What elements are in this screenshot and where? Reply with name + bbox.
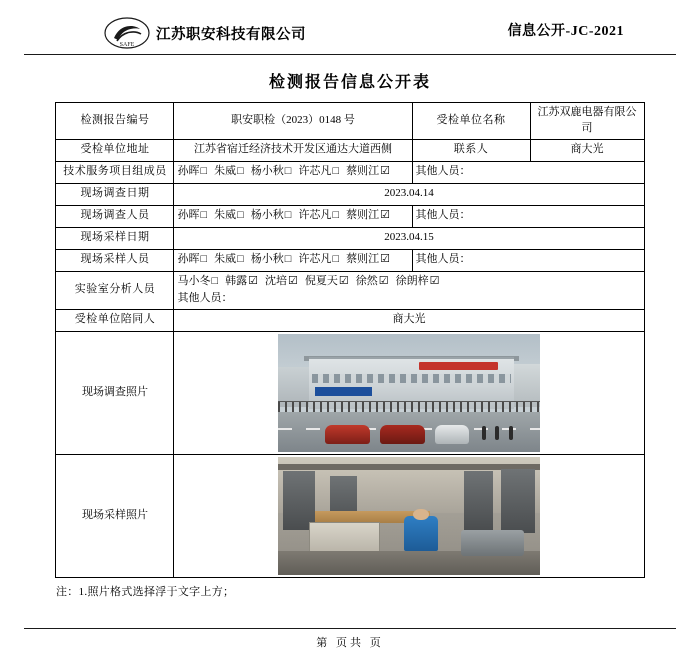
lab-box-6[interactable]: ☑ bbox=[429, 274, 440, 287]
survey-name-4: 许芯凡 bbox=[298, 209, 332, 222]
sampling-box-2[interactable]: □ bbox=[237, 253, 244, 266]
survey-members bbox=[174, 205, 412, 227]
sampling-members bbox=[174, 249, 412, 271]
header-divider bbox=[24, 54, 676, 55]
tech-team-checkbox-4[interactable] bbox=[298, 164, 339, 180]
table-row bbox=[56, 249, 644, 271]
table-row bbox=[56, 309, 644, 331]
document-header bbox=[24, 12, 676, 54]
tech-team-checkbox-5[interactable] bbox=[346, 164, 390, 180]
sampling-checkbox-3[interactable] bbox=[251, 252, 292, 268]
document-page bbox=[0, 12, 700, 668]
survey-checkbox-5[interactable] bbox=[346, 208, 390, 224]
sampling-photo-cell bbox=[174, 454, 644, 577]
table-row bbox=[56, 161, 644, 183]
survey-name-1: 孙晖 bbox=[177, 209, 200, 222]
sampling-date-label: 现场采样日期 bbox=[56, 227, 174, 249]
lab-box-1[interactable]: □ bbox=[211, 274, 219, 287]
sampling-date-value: 2023.04.15 bbox=[174, 227, 644, 249]
lab-checkbox-4[interactable] bbox=[305, 274, 349, 290]
survey-photo-cell bbox=[174, 331, 644, 454]
survey-box-3[interactable]: □ bbox=[284, 209, 292, 222]
sampling-name-2: 朱威 bbox=[214, 253, 237, 266]
document-code: 信息公开-JC-2021 bbox=[507, 24, 624, 39]
survey-photo-image bbox=[278, 334, 540, 452]
lab-name-3: 沈培 bbox=[265, 274, 287, 287]
client-addr-value: 江苏省宿迁经济技术开发区通达大道西侧 bbox=[174, 139, 412, 161]
lab-analysts bbox=[174, 271, 644, 309]
lab-checkbox-6[interactable] bbox=[396, 274, 440, 290]
sampling-box-3[interactable]: □ bbox=[284, 253, 292, 266]
tech-team-name-2: 朱威 bbox=[214, 165, 237, 178]
lab-checkbox-2[interactable] bbox=[225, 274, 258, 290]
report-no-value: 职安职检（2023）0148 号 bbox=[174, 103, 412, 140]
survey-date-label: 现场调查日期 bbox=[56, 183, 174, 205]
sampling-person-label: 现场采样人员 bbox=[56, 249, 174, 271]
tech-team-box-1[interactable]: □ bbox=[200, 165, 208, 178]
company-logo-icon bbox=[104, 16, 150, 50]
sampling-photo-label: 现场采样照片 bbox=[56, 454, 174, 577]
survey-person-label: 现场调查人员 bbox=[56, 205, 174, 227]
survey-photo-label: 现场调查照片 bbox=[56, 331, 174, 454]
lab-box-2[interactable]: ☑ bbox=[248, 274, 258, 287]
tech-team-name-1: 孙晖 bbox=[177, 165, 200, 178]
lab-checkbox-3[interactable] bbox=[265, 274, 298, 290]
lab-checkbox-5[interactable] bbox=[356, 274, 389, 290]
tech-team-name-3: 杨小秋 bbox=[250, 165, 284, 178]
table-row bbox=[56, 271, 644, 309]
survey-box-5[interactable]: ☑ bbox=[380, 209, 390, 222]
lab-box-4[interactable]: ☑ bbox=[338, 274, 349, 287]
sampling-checkbox-2[interactable] bbox=[214, 252, 244, 268]
lab-name-1: 马小冬 bbox=[177, 274, 211, 287]
sampling-photo-image bbox=[278, 457, 540, 575]
survey-name-5: 蔡则江 bbox=[346, 209, 380, 222]
tech-team-others: 其他人员： bbox=[412, 161, 644, 183]
sampling-box-5[interactable]: ☑ bbox=[380, 253, 390, 266]
client-name-value: 江苏双鹿电器有限公司 bbox=[530, 103, 644, 140]
lab-checkbox-1[interactable] bbox=[177, 274, 218, 290]
table-row bbox=[56, 183, 644, 205]
document-footer bbox=[24, 628, 676, 650]
lab-name-2: 韩露 bbox=[225, 274, 248, 287]
table-row bbox=[56, 227, 644, 249]
lab-others: 其他人员： bbox=[177, 291, 233, 304]
survey-checkbox-1[interactable] bbox=[177, 208, 207, 224]
page-number: 第 页共 页 bbox=[316, 637, 384, 649]
tech-team-box-4[interactable]: □ bbox=[332, 165, 340, 178]
survey-checkbox-3[interactable] bbox=[251, 208, 292, 224]
lab-name-4: 倪夏天 bbox=[304, 274, 338, 287]
lab-name-6: 徐朗梓 bbox=[395, 274, 429, 287]
table-row bbox=[56, 454, 644, 577]
sampling-box-4[interactable]: □ bbox=[332, 253, 340, 266]
lab-name-5: 徐然 bbox=[355, 274, 378, 287]
footer-divider bbox=[24, 628, 676, 629]
sampling-name-4: 许芯凡 bbox=[298, 253, 332, 266]
sampling-name-5: 蔡则江 bbox=[346, 253, 380, 266]
sampling-name-3: 杨小秋 bbox=[250, 253, 284, 266]
table-row bbox=[56, 139, 644, 161]
survey-checkbox-4[interactable] bbox=[298, 208, 339, 224]
client-addr-label: 受检单位地址 bbox=[56, 139, 174, 161]
page-title: 检测报告信息公开表 bbox=[268, 74, 431, 91]
tech-team-checkbox-3[interactable] bbox=[251, 164, 292, 180]
sampling-others: 其他人员： bbox=[412, 249, 644, 271]
notes-text: 注：1.照片格式选择浮于文字上方； bbox=[56, 585, 235, 598]
survey-others: 其他人员： bbox=[412, 205, 644, 227]
sampling-name-1: 孙晖 bbox=[177, 253, 200, 266]
sampling-box-1[interactable]: □ bbox=[200, 253, 208, 266]
company-name: 江苏职安科技有限公司 bbox=[156, 26, 306, 43]
report-no-label: 检测报告编号 bbox=[56, 103, 174, 140]
escort-value: 商大光 bbox=[174, 309, 644, 331]
client-name-label: 受检单位名称 bbox=[412, 103, 530, 140]
sampling-checkbox-5[interactable] bbox=[346, 252, 390, 268]
contact-value: 商大光 bbox=[530, 139, 644, 161]
survey-name-2: 朱威 bbox=[214, 209, 237, 222]
survey-date-value: 2023.04.14 bbox=[174, 183, 644, 205]
escort-label: 受检单位陪同人 bbox=[56, 309, 174, 331]
table-row bbox=[56, 331, 644, 454]
lab-box-5[interactable]: ☑ bbox=[378, 274, 389, 287]
survey-box-2[interactable]: □ bbox=[237, 209, 244, 222]
tech-team-label: 技术服务项目组成员 bbox=[56, 161, 174, 183]
tech-team-box-5[interactable]: ☑ bbox=[380, 165, 390, 178]
tech-team-checkbox-2[interactable] bbox=[214, 164, 244, 180]
tech-team-box-2[interactable]: □ bbox=[237, 165, 244, 178]
survey-name-3: 杨小秋 bbox=[250, 209, 284, 222]
sampling-checkbox-1[interactable] bbox=[177, 252, 207, 268]
lab-box-3[interactable]: ☑ bbox=[288, 274, 298, 287]
table-row bbox=[56, 103, 644, 140]
tech-team-name-4: 许芯凡 bbox=[298, 165, 332, 178]
survey-box-4[interactable]: □ bbox=[332, 209, 340, 222]
svg-text:SAFE: SAFE bbox=[119, 42, 135, 48]
contact-label: 联系人 bbox=[412, 139, 530, 161]
table-row bbox=[56, 205, 644, 227]
tech-team-members bbox=[174, 161, 412, 183]
info-table bbox=[55, 102, 644, 578]
survey-checkbox-2[interactable] bbox=[214, 208, 244, 224]
survey-box-1[interactable]: □ bbox=[200, 209, 208, 222]
sampling-checkbox-4[interactable] bbox=[298, 252, 339, 268]
tech-team-box-3[interactable]: □ bbox=[284, 165, 292, 178]
tech-team-name-5: 蔡则江 bbox=[346, 165, 380, 178]
lab-analyst-label: 实验室分析人员 bbox=[56, 271, 174, 309]
tech-team-checkbox-1[interactable] bbox=[177, 164, 207, 180]
